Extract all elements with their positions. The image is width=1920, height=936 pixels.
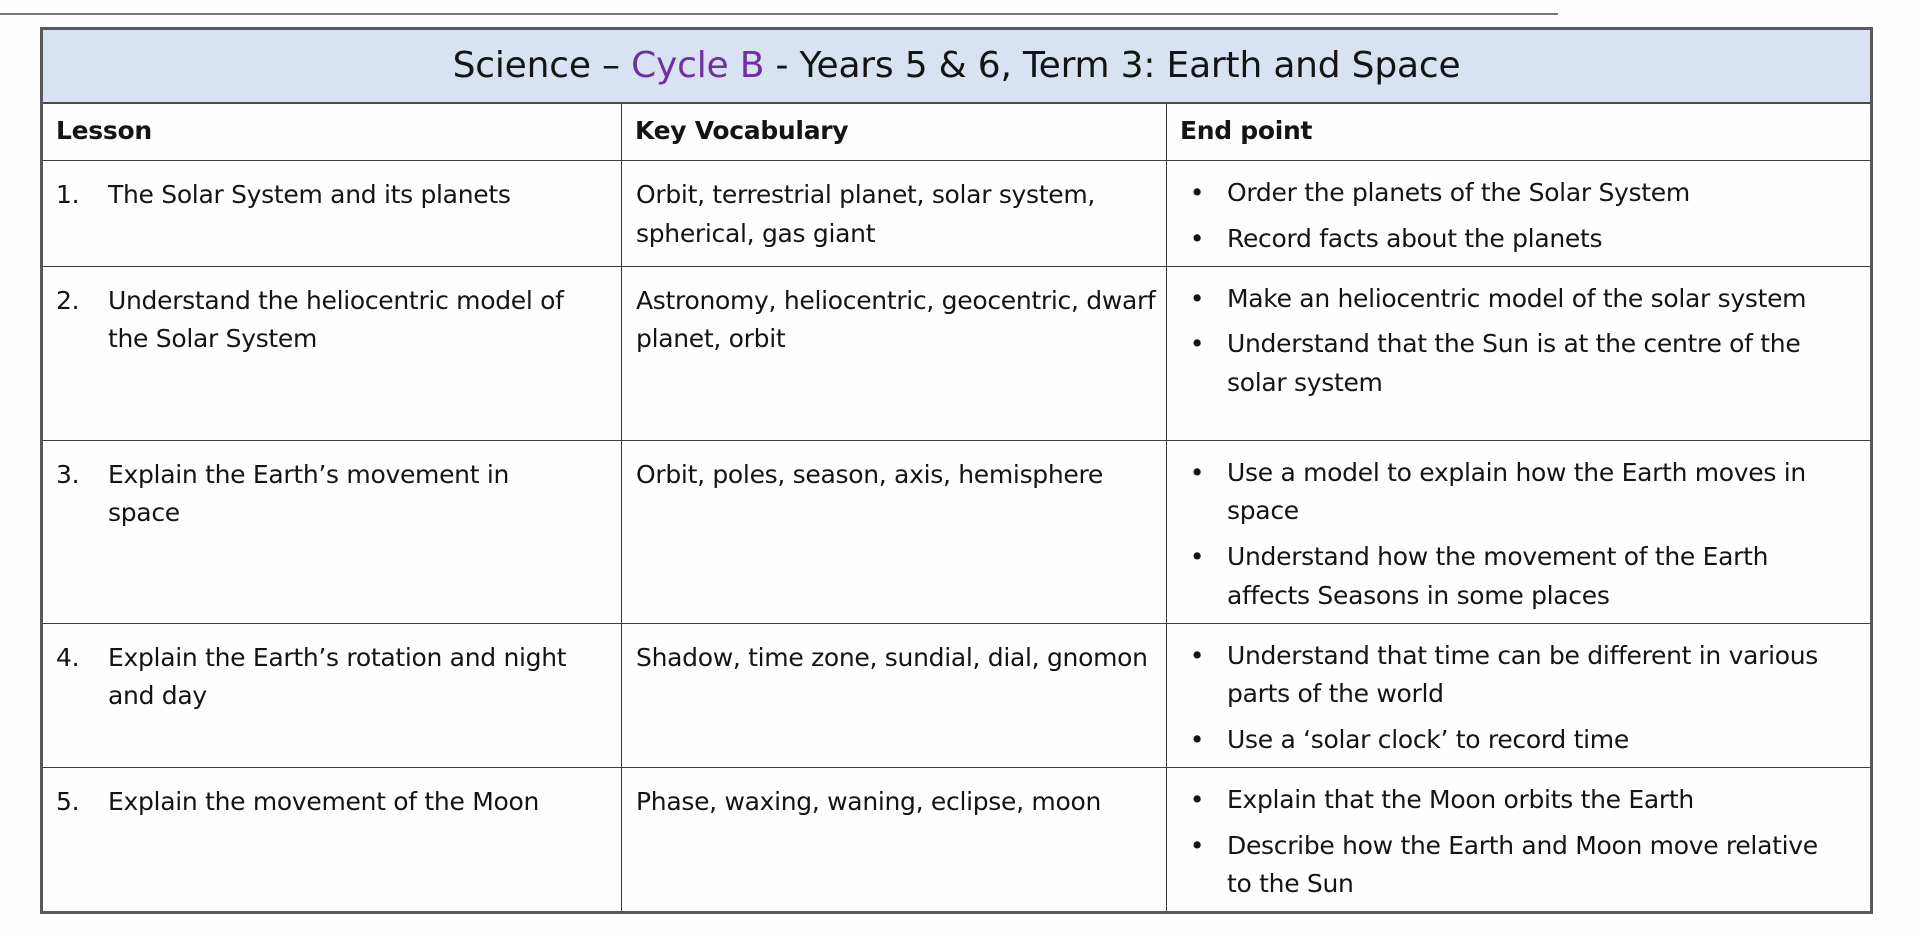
title-cycle-highlight: Cycle B (631, 45, 765, 87)
bullet-icon: • (1189, 223, 1205, 253)
lesson-number: 4. (56, 642, 80, 672)
vocabulary-cell (622, 767, 1167, 912)
column-header-endpoint: End point (1167, 103, 1872, 161)
endpoint-list (1167, 768, 1870, 904)
column-header-row (42, 103, 1872, 161)
endpoint-list (1167, 161, 1870, 259)
vocabulary-text: Orbit, poles, season, axis, hemisphere (636, 459, 1103, 489)
vocabulary-text: Astronomy, heliocentric, geocentric, dwarf planet, orbit (636, 285, 1156, 354)
lesson-entry (43, 161, 621, 215)
vocabulary-cell (622, 161, 1167, 267)
lesson-cell (42, 767, 622, 912)
lesson-title: The Solar System and its planets (108, 180, 511, 209)
endpoint-text: Use a model to explain how the Earth moves in space (1227, 457, 1806, 526)
lesson-number: 2. (56, 285, 80, 315)
vocabulary-cell (622, 623, 1167, 767)
bullet-icon: • (1189, 830, 1205, 860)
endpoint-item (1167, 220, 1864, 259)
endpoint-text: Explain that the Moon orbits the Earth (1227, 784, 1694, 814)
column-header-lesson: Lesson (42, 103, 622, 161)
bullet-icon: • (1189, 329, 1205, 359)
table-row (42, 767, 1872, 912)
table-row (42, 440, 1872, 623)
vocabulary-text: Orbit, terrestrial planet, solar system, spherical, gas giant (636, 180, 1096, 248)
endpoint-item (1167, 538, 1864, 616)
endpoint-item (1167, 325, 1864, 403)
bullet-icon: • (1189, 178, 1205, 207)
vocabulary-text: Shadow, time zone, sundial, dial, gnomon (636, 642, 1148, 672)
bullet-icon: • (1189, 725, 1205, 754)
endpoint-item (1167, 280, 1864, 319)
endpoint-list (1167, 267, 1870, 403)
endpoint-item (1167, 637, 1864, 715)
bullet-icon: • (1189, 784, 1205, 814)
table-row (42, 161, 1872, 267)
bullet-icon: • (1189, 542, 1205, 571)
endpoint-text: Understand how the movement of the Earth affects Seasons in some places (1227, 542, 1769, 610)
title-part1: Science – (452, 45, 632, 87)
lesson-title: Explain the Earth’s rotation and night and day (108, 642, 567, 711)
endpoint-cell (1167, 767, 1872, 912)
bullet-icon: • (1189, 457, 1205, 487)
table-row (42, 266, 1872, 440)
lesson-title: Explain the Earth’s movement in space (108, 459, 510, 528)
bullet-icon: • (1189, 283, 1205, 313)
lesson-cell (42, 440, 622, 623)
lesson-cell (42, 161, 622, 267)
endpoint-text: Understand that the Sun is at the centre of the solar system (1227, 329, 1801, 397)
title-part2: - Years 5 & 6, Term 3: Earth and Space (764, 45, 1461, 87)
lesson-cell (42, 266, 622, 440)
lesson-entry (43, 441, 621, 534)
endpoint-cell (1167, 266, 1872, 440)
vocabulary-text: Phase, waxing, waning, eclipse, moon (636, 786, 1101, 816)
curriculum-table (40, 27, 1873, 914)
column-header-vocabulary: Key Vocabulary (622, 103, 1167, 161)
endpoint-cell (1167, 623, 1872, 767)
endpoint-text: Record facts about the planets (1227, 223, 1603, 253)
lesson-entry (43, 624, 621, 717)
endpoint-item (1167, 454, 1864, 532)
endpoint-item (1167, 174, 1864, 213)
bullet-icon: • (1189, 640, 1205, 670)
endpoint-item (1167, 721, 1864, 760)
lesson-title: Explain the movement of the Moon (108, 786, 540, 816)
lesson-entry (43, 768, 621, 822)
lesson-entry (43, 267, 621, 360)
lesson-number: 5. (56, 786, 80, 816)
endpoint-item (1167, 781, 1864, 820)
title-row (42, 29, 1872, 103)
endpoint-text: Describe how the Earth and Moon move relative to the Sun (1227, 830, 1818, 899)
vocabulary-cell (622, 266, 1167, 440)
table-body (42, 161, 1872, 913)
endpoint-item (1167, 827, 1864, 905)
lesson-cell (42, 623, 622, 767)
endpoint-cell (1167, 161, 1872, 267)
vocabulary-cell (622, 440, 1167, 623)
lesson-number: 1. (56, 180, 80, 209)
endpoint-text: Order the planets of the Solar System (1227, 178, 1690, 207)
endpoint-list (1167, 441, 1870, 616)
page-title (42, 29, 1872, 103)
lesson-title: Understand the heliocentric model of the Solar System (108, 285, 564, 354)
endpoint-text: Understand that time can be different in various parts of the world (1227, 640, 1819, 709)
endpoint-text: Use a ‘solar clock’ to record time (1227, 725, 1629, 754)
endpoint-text: Make an heliocentric model of the solar system (1227, 283, 1807, 313)
endpoint-cell (1167, 440, 1872, 623)
page-edge-line (0, 13, 1558, 15)
lesson-number: 3. (56, 459, 80, 489)
table-row (42, 623, 1872, 767)
endpoint-list (1167, 624, 1870, 760)
